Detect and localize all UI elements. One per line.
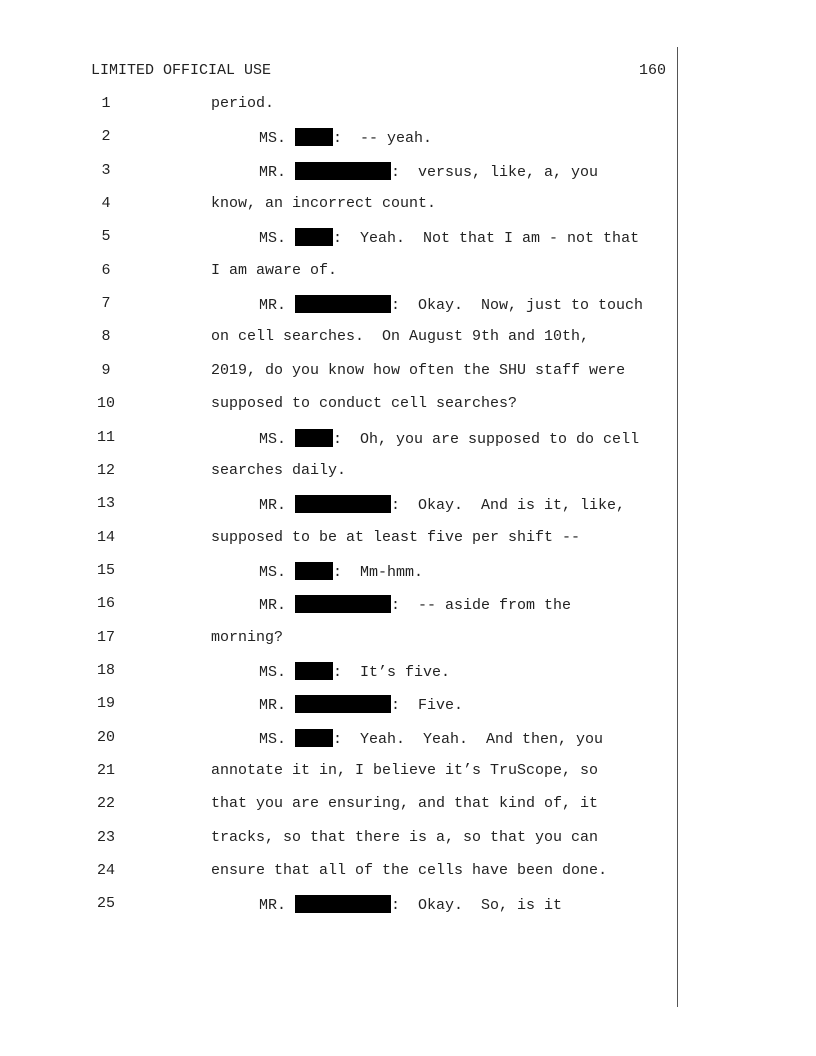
line-number: 11	[96, 428, 115, 446]
redaction-box	[295, 695, 391, 713]
transcript-line	[0, 295, 676, 315]
line-text	[259, 662, 450, 681]
speaker-title: MS.	[259, 430, 296, 448]
testimony-text: : Okay. So, is it	[391, 897, 563, 915]
line-number: 21	[96, 762, 115, 779]
redaction-box	[295, 162, 391, 180]
testimony-text: tracks, so that there is a, so that you can	[211, 828, 599, 846]
speaker-title: MR.	[259, 597, 296, 615]
line-number: 3	[101, 161, 111, 179]
speaker-title: MR.	[259, 697, 296, 715]
redaction-box	[295, 295, 391, 313]
redaction-box	[295, 562, 333, 580]
line-number: 10	[96, 395, 115, 413]
testimony-text: : -- yeah.	[333, 130, 433, 148]
transcript-line	[0, 629, 676, 649]
testimony-text: period.	[211, 95, 275, 112]
line-text	[259, 695, 463, 714]
testimony-text: : Mm-hmm.	[333, 563, 424, 581]
transcript-line	[0, 262, 676, 282]
line-number: 15	[96, 561, 115, 579]
testimony-text: : It’s five.	[333, 663, 451, 681]
line-text	[211, 262, 337, 279]
line-number: 19	[96, 695, 115, 713]
line-text	[211, 95, 274, 112]
testimony-text: on cell searches. On August 9th and 10th,	[211, 328, 590, 346]
transcript-line	[0, 795, 676, 815]
line-text	[211, 829, 598, 846]
testimony-text: supposed to conduct cell searches?	[211, 395, 518, 413]
speaker-title: MS.	[259, 130, 296, 148]
testimony-text: : Yeah. Yeah. And then, you	[333, 730, 604, 748]
transcript-line	[0, 162, 676, 182]
line-number: 13	[96, 495, 115, 513]
testimony-text: : Oh, you are supposed to do cell	[333, 430, 640, 448]
testimony-text: that you are ensuring, and that kind of, it	[211, 795, 599, 813]
testimony-text: : versus, like, a, you	[391, 163, 599, 181]
transcript-line	[0, 562, 676, 582]
line-number: 5	[101, 228, 111, 246]
line-number: 20	[96, 728, 115, 746]
line-text	[259, 895, 562, 914]
redaction-box	[295, 662, 333, 680]
transcript-line	[0, 662, 676, 682]
line-number: 7	[101, 295, 111, 313]
speaker-title: MS.	[259, 730, 296, 748]
speaker-title: MR.	[259, 163, 296, 181]
line-text	[259, 228, 639, 247]
testimony-text: know, an incorrect count.	[211, 195, 437, 213]
redaction-box	[295, 729, 333, 747]
transcript-line	[0, 729, 676, 749]
testimony-text: : -- aside from the	[391, 597, 572, 615]
redaction-box	[295, 128, 333, 146]
page-number: 160	[638, 62, 666, 79]
line-number: 24	[96, 862, 115, 880]
transcript-line	[0, 529, 676, 549]
line-text	[211, 862, 607, 879]
transcript-line	[0, 862, 676, 882]
redaction-box	[295, 228, 333, 246]
speaker-title: MR.	[259, 497, 296, 515]
testimony-text: I am aware of.	[211, 261, 338, 279]
line-text	[259, 729, 603, 748]
line-number: 18	[96, 661, 115, 679]
line-text	[211, 462, 346, 479]
transcript-line	[0, 462, 676, 482]
transcript-line	[0, 762, 676, 782]
transcript-line	[0, 128, 676, 148]
line-text	[259, 162, 598, 181]
line-number: 6	[101, 261, 111, 279]
transcript-line	[0, 395, 676, 415]
line-number: 16	[96, 595, 115, 613]
line-text	[211, 629, 283, 646]
transcript-line	[0, 429, 676, 449]
line-number: 4	[101, 195, 111, 213]
line-number: 12	[96, 461, 115, 479]
classification-header: LIMITED OFFICIAL USE	[91, 62, 272, 79]
transcript-line	[0, 595, 676, 615]
line-text	[211, 762, 598, 779]
transcript-line	[0, 495, 676, 515]
redaction-box	[295, 495, 391, 513]
line-number: 14	[96, 528, 115, 546]
speaker-title: MS.	[259, 563, 296, 581]
testimony-text: : Five.	[391, 697, 464, 715]
transcript-line	[0, 695, 676, 715]
speaker-title: MR.	[259, 897, 296, 915]
line-number: 17	[96, 628, 115, 646]
transcript-line	[0, 829, 676, 849]
line-text	[211, 395, 517, 412]
line-number: 25	[96, 895, 115, 913]
line-text	[211, 529, 580, 546]
transcript-line	[0, 228, 676, 248]
line-text	[259, 429, 639, 448]
testimony-text: : Yeah. Not that I am - not that	[333, 230, 640, 248]
transcript-line	[0, 328, 676, 348]
line-text	[211, 362, 625, 379]
line-number: 9	[101, 361, 111, 379]
line-text	[211, 195, 436, 212]
line-text	[259, 495, 625, 514]
testimony-text: ensure that all of the cells have been done.	[211, 862, 608, 880]
redaction-box	[295, 895, 391, 913]
right-margin-rule	[677, 47, 678, 1007]
line-number: 1	[101, 95, 111, 112]
speaker-title: MR.	[259, 297, 296, 315]
testimony-text: searches daily.	[211, 461, 347, 479]
line-text	[211, 795, 598, 812]
line-text	[259, 128, 432, 147]
testimony-text: : Okay. And is it, like,	[391, 497, 626, 515]
transcript-line	[0, 895, 676, 915]
transcript-line	[0, 195, 676, 215]
speaker-title: MS.	[259, 663, 296, 681]
testimony-text: morning?	[211, 628, 284, 646]
transcript-line	[0, 95, 676, 115]
line-text	[211, 328, 589, 345]
transcript-line	[0, 362, 676, 382]
line-text	[259, 562, 423, 581]
redaction-box	[295, 595, 391, 613]
line-number: 23	[96, 828, 115, 846]
line-text	[259, 595, 571, 614]
line-number: 8	[101, 328, 111, 346]
speaker-title: MS.	[259, 230, 296, 248]
testimony-text: : Okay. Now, just to touch	[391, 297, 644, 315]
line-number: 22	[96, 795, 115, 813]
redaction-box	[295, 429, 333, 447]
line-text	[259, 295, 643, 314]
line-number: 2	[101, 128, 111, 146]
testimony-text: annotate it in, I believe it’s TruScope, so	[211, 762, 599, 779]
testimony-text: 2019, do you know how often the SHU staff were	[211, 361, 626, 379]
testimony-text: supposed to be at least five per shift --	[211, 528, 581, 546]
